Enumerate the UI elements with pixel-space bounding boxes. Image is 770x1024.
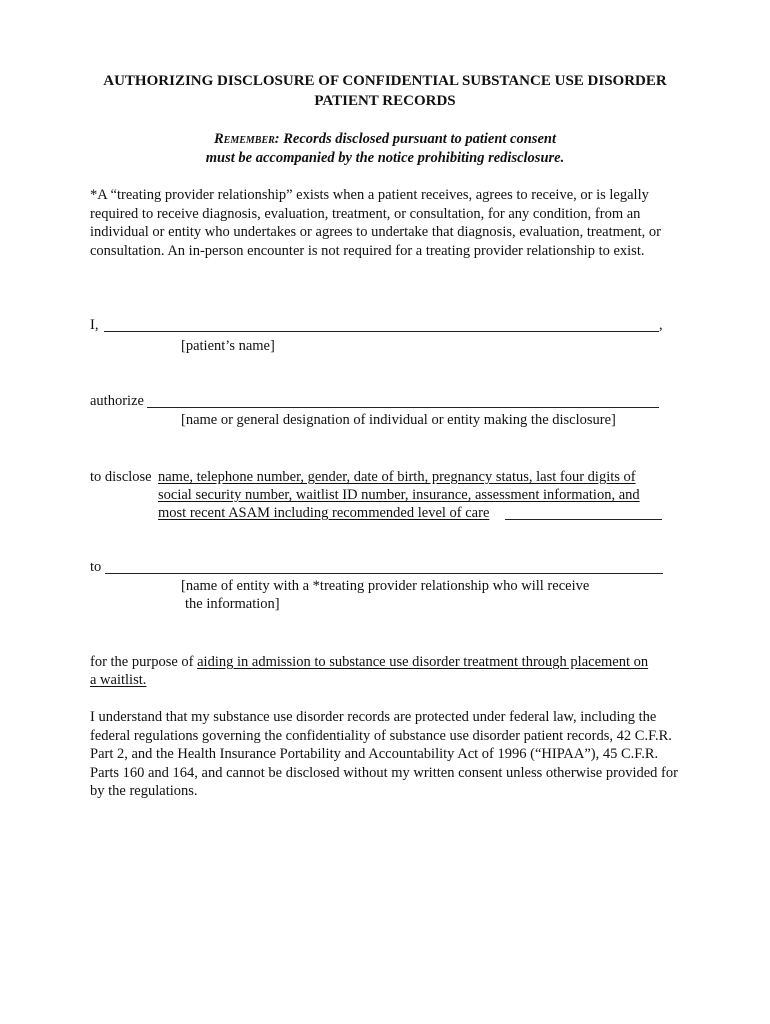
patient-name-caption: [patient’s name]	[181, 338, 275, 354]
disclose-extra-input-line[interactable]	[505, 519, 662, 520]
remember-label: Remember:	[214, 131, 280, 147]
federal-law-paragraph: I understand that my substance use disorder records are protected under federal law, including the federal regulations governing the confidentiality of substance use disorder patient records, 42 C.F.R. Part 2, and the Health Insurance Portability and Accountability Act of 1996 (“HIPAA”), 45 C.F.R. Parts 160 and 164, and cannot be disclosed without my written consent unless otherwise provided for by the regulations.	[90, 709, 678, 800]
treating-provider-definition: *A “treating provider relationship” exists when a patient receives, agrees to receive, or is legally required to receive diagnosis, evaluation, treatment, or consultation, for any condition, from an individual or entity who undertakes or agrees to undertake that diagnosis, evaluation, treatment, or consultation. An in-person encounter is not required for a treating provider relationship to exist.	[90, 187, 661, 259]
purpose-text-line1: aiding in admission to substance use disorder treatment through placement on	[197, 654, 649, 670]
patient-name-input-line[interactable]	[104, 331, 659, 332]
document-title-line2: PATIENT RECORDS	[314, 93, 456, 109]
remember-notice-line1	[0, 130, 770, 149]
purpose-text-line2: a waitlist.	[90, 672, 147, 688]
purpose-prefix: for the purpose of	[90, 654, 198, 670]
discloser-input-line[interactable]	[147, 407, 659, 408]
patient-field-suffix: ,	[659, 317, 663, 333]
disclose-info-line2: social security number, waitlist ID number, insurance, assessment information, and	[158, 487, 640, 503]
recipient-to-label: to	[90, 559, 102, 575]
disclose-info-line1: name, telephone number, gender, date of birth, pregnancy status, last four digits of	[158, 469, 636, 485]
recipient-caption-line1: [name of entity with a *treating provider relationship who will receive	[181, 578, 590, 594]
purpose-line1	[90, 653, 648, 671]
remember-notice-line2: must be accompanied by the notice prohibiting redisclosure.	[205, 150, 565, 166]
remember-line1-text: Records disclosed pursuant to patient consent	[279, 131, 556, 147]
disclose-info-line3: most recent ASAM including recommended level of care	[158, 505, 490, 521]
document-title-line1: AUTHORIZING DISCLOSURE OF CONFIDENTIAL SUBSTANCE USE DISORDER	[103, 73, 667, 89]
recipient-input-line[interactable]	[105, 573, 663, 574]
recipient-caption-line2: the information]	[185, 596, 280, 612]
authorize-label: authorize	[90, 393, 144, 409]
disclose-label: to disclose	[90, 469, 152, 485]
patient-field-prefix: I,	[90, 317, 99, 333]
discloser-caption: [name or general designation of individual or entity making the disclosure]	[181, 412, 616, 428]
